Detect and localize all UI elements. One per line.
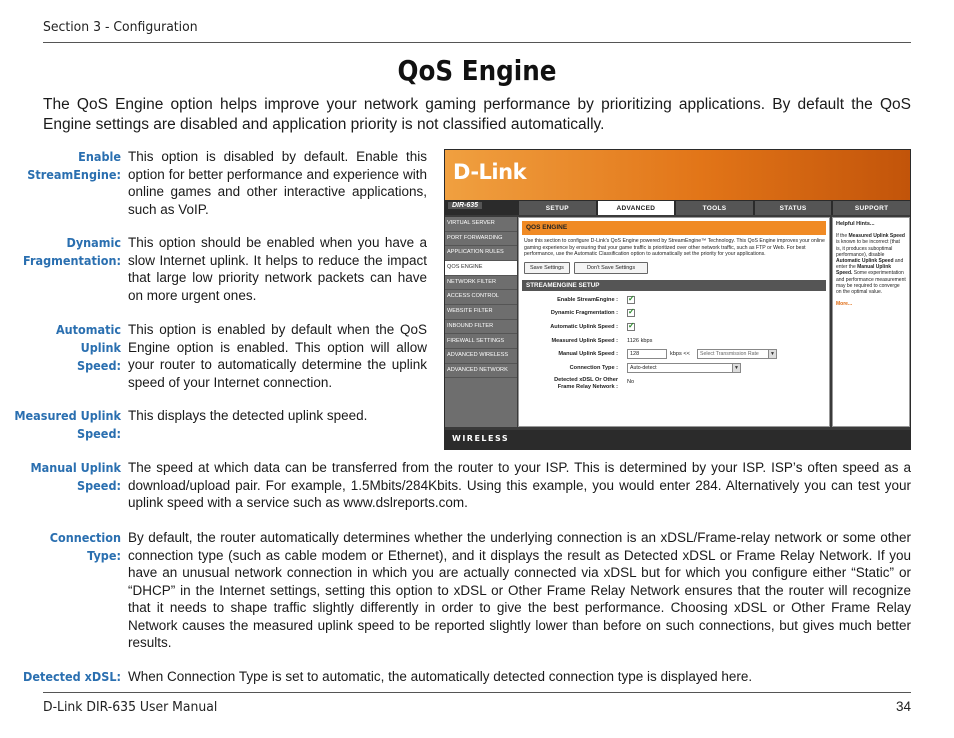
nav-website-filter[interactable]: WEBSITE FILTER: [445, 305, 517, 320]
helpful-hints-text: If the Measured Uplink Speed is known to be incorrect (that is, it produces suboptimal performance), disable Automatic Uplink Speed and enter the Manual Uplink Speed. Some experimentation and performance measurement may be required to converge on the optimal value.: [836, 233, 906, 296]
save-settings-button[interactable]: Save Settings: [524, 262, 570, 274]
helpful-hints-pane: [832, 217, 910, 427]
dont-save-settings-button[interactable]: Don't Save Settings: [574, 262, 648, 274]
tab-support[interactable]: SUPPORT: [833, 201, 910, 215]
desc-detected-xdsl: When Connection Type is set to automatic, the automatically detected connection type is displayed here.: [128, 669, 753, 684]
automatic-uplink-label: Automatic Uplink Speed :: [550, 323, 618, 330]
desc-enable-streamengine: This option is disabled by default. Enable this option for better performance and experience with online games and other interactive applications, such as VoIP.: [128, 149, 427, 217]
dlink-logo: D-Link: [453, 160, 527, 184]
connection-type-value: Auto-detect: [630, 364, 657, 371]
chevron-down-icon: ▼: [732, 364, 740, 372]
dynamic-fragmentation-checkbox[interactable]: [627, 309, 635, 317]
more-link[interactable]: More...: [836, 301, 853, 308]
row-manual-uplink: [519, 348, 829, 362]
helpful-hints-title: Helpful Hints...: [836, 221, 875, 227]
row-enable-streamengine: [519, 294, 829, 308]
tab-status[interactable]: STATUS: [755, 201, 832, 215]
nav-application-rules[interactable]: APPLICATION RULES: [445, 246, 517, 261]
footer-divider: [43, 692, 911, 693]
nav-firewall-settings[interactable]: FIREWALL SETTINGS: [445, 335, 517, 350]
measured-uplink-label: Measured Uplink Speed :: [551, 337, 618, 344]
section-header: Section 3 - Configuration: [43, 19, 198, 35]
desc-dynamic-fragmentation: This option should be enabled when you have a slow Internet uplink. It helps to reduce the impact that large low priority network packets can have on more urgent ones.: [128, 235, 427, 303]
term-automatic-uplink-speed: Automatic Uplink Speed:: [55, 322, 121, 373]
nav-port-forwarding[interactable]: PORT FORWARDING: [445, 232, 517, 247]
term-detected-xdsl: Detected xDSL:: [23, 669, 122, 684]
row-detected-xdsl: [519, 375, 829, 393]
desc-manual-uplink-speed: The speed at which data can be transferred from the router to your ISP. This is determined by your ISP. ISP’s often speed as a download/upload pair. For example, 1.5Mbits/284Kbits. Using this example, you would enter 284. Alternatively you can test your uplink speed with a service such as www.dslreports.com.: [128, 460, 911, 510]
nav-advanced-wireless[interactable]: ADVANCED WIRELESS: [445, 349, 517, 364]
page-title: QoS Engine: [397, 54, 557, 87]
qos-intro-text: Use this section to configure D-Link's QoS Engine powered by StreamEngine™ Technology. This QoS Engine improves your online gaming experience by ensuring that your game traffic is prioritized over other network traffic, such as FTP or Web. For best performance, use the Automatic Classification option to automatically set the priority for your applications.: [524, 238, 825, 258]
model-label: DIR-635: [448, 202, 482, 209]
transmission-rate-select[interactable]: [697, 349, 777, 359]
dynamic-fragmentation-label: Dynamic Fragmentation :: [550, 310, 618, 317]
button-row: [524, 262, 829, 274]
row-connection-type: [519, 362, 829, 376]
nav-inbound-filter[interactable]: INBOUND FILTER: [445, 320, 517, 335]
nav-qos-engine[interactable]: QOS ENGINE: [445, 261, 517, 276]
footer-manual-title: D-Link DIR-635 User Manual: [43, 699, 218, 715]
tab-setup[interactable]: SETUP: [519, 201, 596, 215]
router-screenshot: [444, 149, 911, 450]
enable-streamengine-checkbox[interactable]: [627, 296, 635, 304]
left-nav: [445, 217, 517, 427]
top-tabs: [517, 201, 910, 215]
transmission-rate-value: Select Transmission Rate: [700, 351, 759, 358]
desc-connection-type: By default, the router automatically determines whether the underlying connection is an xDSL/Frame-relay network or some other connection type (such as cable modem or Ethernet), and it displays the result as Detected xDSL or Frame Relay Network. If you have an unusual network connection in which you are actually connected via xDSL but for which you configure either “Static” or “DHCP” in the Internet settings, setting this option to xDSL or Other Frame Relay Network ensures that the router will recognize that it needs to shape traffic slightly differently in order to give the best performance. Choosing xDSL or Other Frame Relay Network causes the measured uplink speed to be reported slightly lower than before on such connections, but gives much better results.: [128, 530, 911, 650]
nav-virtual-server[interactable]: VIRTUAL SERVER: [445, 217, 517, 232]
manual-uplink-label: Manual Uplink Speed :: [558, 351, 618, 358]
term-measured-uplink-speed: Measured Uplink Speed:: [14, 408, 121, 441]
chevron-down-icon: ▼: [768, 350, 776, 358]
automatic-uplink-checkbox[interactable]: [627, 323, 635, 331]
row-measured-uplink: [519, 335, 829, 349]
term-manual-uplink-speed: Manual Uplink Speed:: [30, 460, 121, 493]
term-dynamic-fragmentation: Dynamic Fragmentation:: [23, 235, 121, 268]
intro-paragraph: The QoS Engine option helps improve your network gaming performance by prioritizing applications. By default the QoS Engine settings are disabled and application priority is not classified automatically.: [43, 96, 911, 133]
page-number: 34: [895, 699, 911, 714]
qos-main-pane: [518, 217, 830, 427]
manual-uplink-input[interactable]: 128: [627, 349, 667, 359]
measured-uplink-value: 1126 kbps: [627, 337, 653, 344]
term-enable-streamengine: Enable StreamEngine:: [27, 149, 121, 182]
detected-xdsl-value: No: [627, 379, 635, 386]
desc-measured-uplink-speed: This displays the detected uplink speed.: [128, 408, 368, 423]
term-connection-type: Connection Type:: [49, 530, 121, 563]
tab-advanced[interactable]: ADVANCED: [598, 201, 675, 215]
desc-automatic-uplink-speed: This option is enabled by default when the QoS Engine option is enabled. This option will allow your router to automatically determine the uplink speed of your Internet connection.: [128, 322, 427, 390]
row-automatic-uplink: [519, 321, 829, 335]
nav-network-filter[interactable]: NETWORK FILTER: [445, 276, 517, 291]
streamengine-setup-heading: STREAMENGINE SETUP: [522, 280, 826, 291]
tab-tools[interactable]: TOOLS: [676, 201, 753, 215]
qos-engine-heading: QOS ENGINE: [522, 221, 826, 235]
header-divider: [43, 42, 911, 43]
connection-type-select[interactable]: [627, 363, 741, 373]
row-dynamic-fragmentation: [519, 307, 829, 321]
nav-access-control[interactable]: ACCESS CONTROL: [445, 290, 517, 305]
wireless-label: WIRELESS: [452, 434, 510, 443]
manual-uplink-unit: kbps <<: [670, 351, 690, 358]
enable-streamengine-label: Enable StreamEngine :: [557, 296, 618, 303]
connection-type-label: Connection Type :: [569, 364, 618, 371]
brand-bar: [445, 150, 910, 200]
wireless-strip: [445, 430, 910, 449]
nav-advanced-network[interactable]: ADVANCED NETWORK: [445, 364, 517, 379]
detected-xdsl-label: Detected xDSL Or Other Frame Relay Network :: [554, 377, 618, 390]
